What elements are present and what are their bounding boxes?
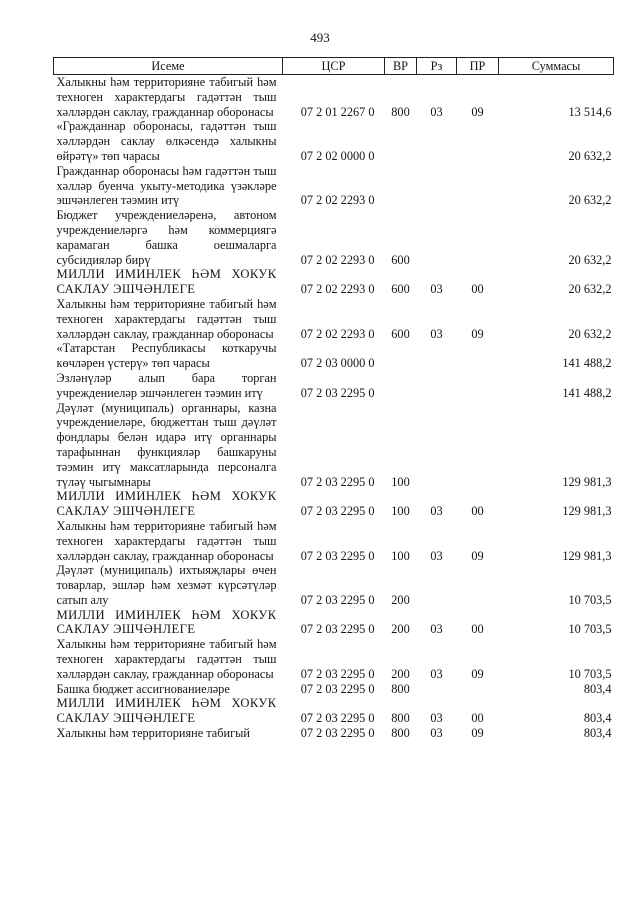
cell-name: Халыкны һәм территорияне табигый һәм техноген характердагы гадәттән тыш хәлләрдән саклау, гражданнар оборонасы [56,296,277,341]
cell-name: Дәүләт (муниципаль) органнары, казна учреждениеләре, бюджеттан тыш дәүләт фондлары белән идарә итү органнары тарафыннан функцияләр башкаруны тәэмин итү максатларында персоналга түләү чыгымнары [56,400,277,489]
cell-pr [457,371,499,401]
cell-name: Эзләнүләр алып бара торган учреждениеләр эшчәнлеген тәэмин итү [56,370,277,400]
cell-vr [385,164,417,208]
cell-name: Башка бюджет ассигнованиеләре [56,681,230,696]
cell-vr: 800 [391,726,410,741]
cell-vr [385,119,417,163]
cell-vr: 100 [391,474,410,489]
table-row [54,401,614,490]
cell-pr [457,401,499,490]
cell-sum: 129 981,3 [562,474,612,489]
cell-pr: 00 [471,282,484,297]
cell-sum: 20 632,2 [568,148,612,163]
table-row [54,563,614,607]
table-row [54,341,614,371]
header-vr: ВР [385,58,417,75]
cell-vr [385,371,417,401]
cell-csr: 07 2 03 2295 0 [300,622,375,637]
cell-sum: 129 981,3 [562,548,612,563]
cell-csr: 07 2 02 2293 0 [300,193,375,208]
cell-pr [457,563,499,607]
cell-csr: 07 2 02 2293 0 [300,282,375,297]
cell-vr: 800 [391,711,410,726]
cell-sum: 20 632,2 [568,326,612,341]
cell-vr: 200 [391,666,410,681]
table-row [54,267,614,297]
cell-vr: 800 [391,104,410,119]
header-csr: ЦСР [283,58,385,75]
cell-rz: 03 [430,548,443,563]
cell-sum: 13 514,6 [568,104,612,119]
cell-csr: 07 2 03 2295 0 [300,504,375,519]
cell-rz [417,371,457,401]
cell-csr: 07 2 03 2295 0 [300,666,375,681]
table-row [54,682,614,697]
cell-csr: 07 2 02 0000 0 [300,148,375,163]
cell-vr: 200 [391,592,410,607]
cell-rz [417,563,457,607]
cell-csr: 07 2 03 2295 0 [300,592,375,607]
header-rz: Рз [417,58,457,75]
cell-csr: 07 2 03 2295 0 [300,474,375,489]
cell-sum: 20 632,2 [568,282,612,297]
table-row [54,75,614,120]
cell-name: Халыкны һәм территорияне табигый [56,726,250,741]
cell-csr: 07 2 02 2293 0 [300,326,375,341]
cell-sum: 803,4 [583,681,612,696]
table-row [54,637,614,681]
cell-pr: 09 [471,104,484,119]
cell-rz: 03 [430,326,443,341]
cell-rz [417,682,457,697]
cell-name: МИЛЛИ ИМИНЛЕК ҺӘМ ХОКУК САКЛАУ ЭШЧӘНЛЕГЕ [56,696,277,726]
cell-sum: 803,4 [583,726,612,741]
cell-pr: 09 [471,726,484,741]
cell-sum: 10 703,5 [568,622,612,637]
table-row [54,696,614,726]
cell-rz: 03 [430,711,443,726]
cell-rz [417,208,457,267]
table-header-row [54,58,614,75]
table-row [54,726,614,741]
page-number: 493 [310,30,330,45]
cell-name: Гражданнар оборонасы һәм гадәттән тыш хәлләр буенча укыту-методика үзәкләре эшчәнлеген тәэмин итү [56,163,277,208]
cell-rz: 03 [430,504,443,519]
table-row [54,119,614,163]
cell-sum: 141 488,2 [562,385,612,400]
cell-pr [457,164,499,208]
cell-name: МИЛЛИ ИМИНЛЕК ҺӘМ ХОКУК САКЛАУ ЭШЧӘНЛЕГЕ [56,267,277,297]
cell-vr: 600 [391,326,410,341]
cell-rz: 03 [430,726,443,741]
cell-vr: 800 [391,681,410,696]
cell-name: МИЛЛИ ИМИНЛЕК ҺӘМ ХОКУК САКЛАУ ЭШЧӘНЛЕГЕ [56,607,277,637]
cell-name: Бюджет учреждениеләренә, автоном учреждениеләргә һәм коммерциягә карамаган башка оешмаларга субсидияләр бирү [56,208,277,267]
cell-vr [385,341,417,371]
cell-rz [417,401,457,490]
table-row [54,489,614,519]
cell-pr: 09 [471,666,484,681]
table-row [54,208,614,267]
cell-vr: 600 [391,252,410,267]
cell-vr: 100 [391,504,410,519]
cell-pr [457,208,499,267]
table-row [54,519,614,563]
cell-sum: 129 981,3 [562,504,612,519]
table-body [54,75,614,741]
cell-csr: 07 2 03 2295 0 [300,681,375,696]
cell-vr: 600 [391,282,410,297]
cell-name: «Татарстан Республикасы коткаручы көчләрен үстерү» төп чарасы [56,341,277,371]
header-sum: Суммасы [499,58,614,75]
cell-rz [417,119,457,163]
budget-table [53,57,614,741]
cell-name: «Гражданнар оборонасы, гадәттән тыш хәлләрдән саклау өлкәсендә халыкны өйрәтү» төп чарасы [56,119,277,163]
cell-rz [417,341,457,371]
cell-sum: 141 488,2 [562,356,612,371]
cell-name: Халыкны һәм территорияне табигый һәм техноген характердагы гадәттән тыш хәлләрдән саклау, гражданнар оборонасы [56,518,277,563]
cell-sum: 10 703,5 [568,592,612,607]
cell-sum: 803,4 [583,711,612,726]
cell-pr: 00 [471,711,484,726]
cell-name: Халыкны һәм территорияне табигый һәм техноген характердагы гадәттән тыш хәлләрдән саклау, гражданнар оборонасы [56,75,277,119]
cell-name: Халыкны һәм территорияне табигый һәм техноген характердагы гадәттән тыш хәлләрдән саклау, гражданнар оборонасы [56,637,277,681]
table-row [54,608,614,638]
cell-name: Дәүләт (муниципаль) ихтыяҗлары өчен товарлар, эшләр һәм хезмәт күрсәтүләр сатып алу [56,563,277,607]
cell-pr: 09 [471,326,484,341]
cell-csr: 07 2 03 0000 0 [300,356,375,371]
cell-sum: 10 703,5 [568,666,612,681]
table-row [54,371,614,401]
cell-csr: 07 2 03 2295 0 [300,726,375,741]
cell-csr: 07 2 01 2267 0 [300,104,375,119]
cell-vr: 200 [391,622,410,637]
cell-name: МИЛЛИ ИМИНЛЕК ҺӘМ ХОКУК САКЛАУ ЭШЧӘНЛЕГЕ [56,489,277,519]
cell-pr [457,682,499,697]
cell-csr: 07 2 02 2293 0 [300,252,375,267]
cell-csr: 07 2 03 2295 0 [300,385,375,400]
cell-pr: 00 [471,622,484,637]
cell-pr: 00 [471,504,484,519]
cell-vr: 100 [391,548,410,563]
cell-rz [417,164,457,208]
cell-sum: 20 632,2 [568,193,612,208]
cell-sum: 20 632,2 [568,252,612,267]
cell-pr [457,119,499,163]
header-name: Исеме [54,58,283,75]
cell-rz: 03 [430,282,443,297]
table-row [54,164,614,208]
cell-csr: 07 2 03 2295 0 [300,711,375,726]
table-row [54,297,614,341]
cell-rz: 03 [430,622,443,637]
cell-pr [457,341,499,371]
cell-csr: 07 2 03 2295 0 [300,548,375,563]
cell-pr: 09 [471,548,484,563]
cell-rz: 03 [430,104,443,119]
header-pr: ПР [457,58,499,75]
cell-rz: 03 [430,666,443,681]
